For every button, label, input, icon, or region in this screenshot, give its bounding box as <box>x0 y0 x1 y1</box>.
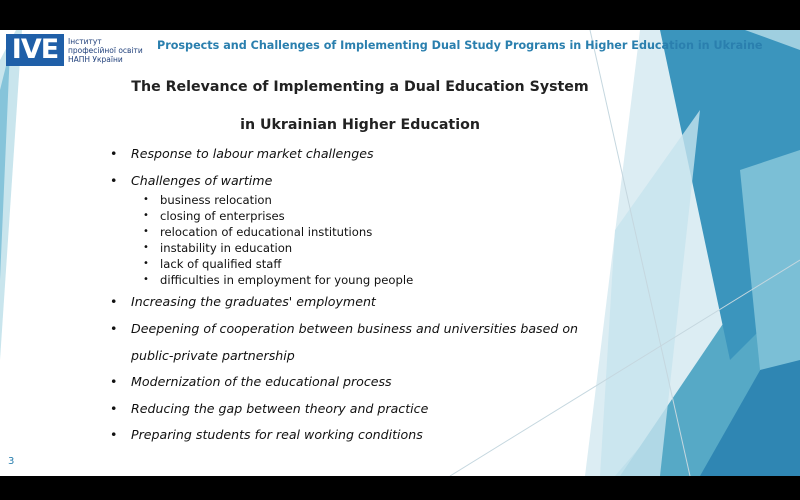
logo-caption <box>68 37 143 64</box>
bullet-marker: • <box>110 173 118 188</box>
sub-bullet-marker: • <box>143 242 149 253</box>
list-item-text: public-private partnership <box>131 348 295 363</box>
bullet-marker: • <box>110 146 118 161</box>
slide-title-line: in Ukrainian Higher Education <box>240 117 480 133</box>
slide-title <box>100 68 620 144</box>
page-number: 3 <box>8 456 15 467</box>
logo-line: НАПН України <box>68 54 123 64</box>
sub-list-item-text: closing of enterprises <box>160 209 285 223</box>
bullet-marker: • <box>110 374 118 389</box>
sub-bullet-marker: • <box>143 274 149 285</box>
institute-logo <box>6 34 143 66</box>
sub-bullet-marker: • <box>143 226 149 237</box>
logo-line: Інститут <box>68 36 102 46</box>
list-item-text: Deepening of cooperation between business and universities based on <box>131 321 579 336</box>
list-item-text: Response to labour market challenges <box>131 146 374 161</box>
sub-list-item-text: business relocation <box>160 193 272 207</box>
sub-list-item-text: difficulties in employment for young people <box>160 273 414 287</box>
list-item-text: Reducing the gap between theory and practice <box>131 401 429 416</box>
sub-bullet-marker: • <box>143 210 149 221</box>
sub-list-item-text: instability in education <box>160 241 293 255</box>
slide <box>0 30 800 476</box>
bullet-marker: • <box>110 401 118 416</box>
list-item-text: Modernization of the educational process <box>131 374 392 389</box>
sub-bullet-marker: • <box>143 194 149 205</box>
sub-list-item-text: lack of qualified staff <box>160 257 282 271</box>
bullet-marker: • <box>110 321 118 336</box>
bullet-marker: • <box>110 294 118 309</box>
slide-title-line: The Relevance of Implementing a Dual Education System <box>131 79 589 95</box>
slide-header: Prospects and Challenges of Implementing Dual Study Programs in Higher Education in Ukraine <box>157 39 763 52</box>
sub-list-item-text: relocation of educational institutions <box>160 225 373 239</box>
logo-mark: IVE <box>6 34 64 66</box>
list-item-text: Preparing students for real working conditions <box>131 427 423 442</box>
logo-line: професійної освіти <box>68 45 143 55</box>
list-item-text: Increasing the graduates' employment <box>131 294 376 309</box>
list-item-text: Challenges of wartime <box>131 173 273 188</box>
bullet-marker: • <box>110 427 118 442</box>
sub-bullet-marker: • <box>143 258 149 269</box>
